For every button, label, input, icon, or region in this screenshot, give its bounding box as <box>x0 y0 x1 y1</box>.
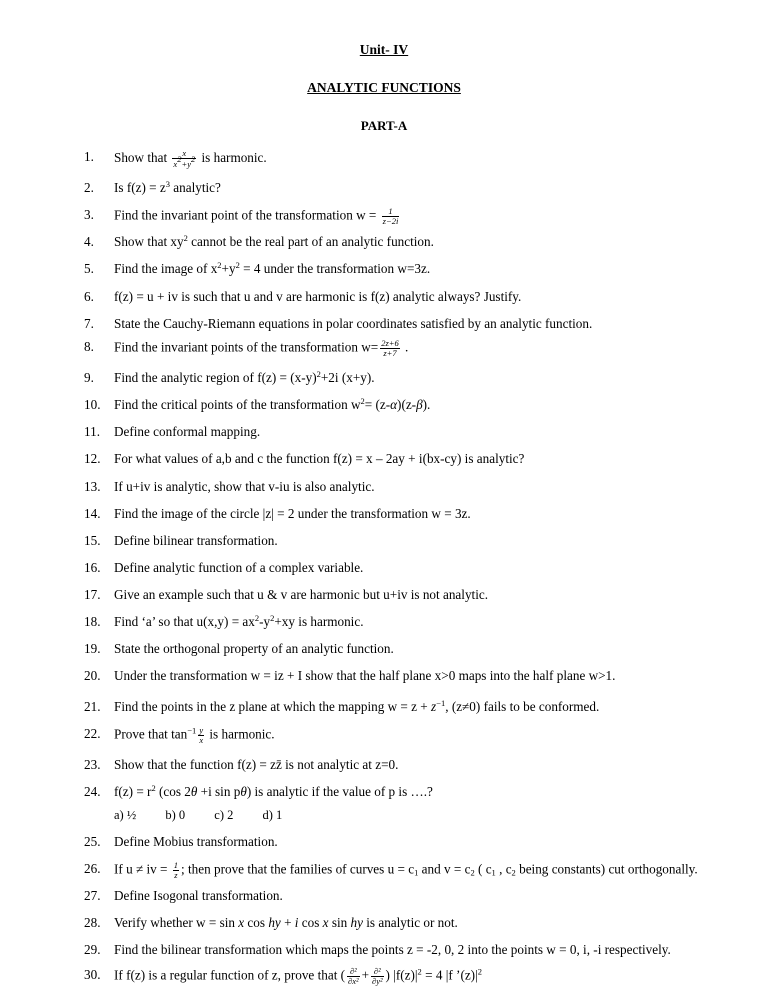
document-page: Unit- IV ANALYTIC FUNCTIONS PART-A 1. Show that $\frac{x}{x^2+y^2}$ is harmonic. 2. Is $f(z) = z^3$ analytic? 3. Find the invariant point of the transformation w = $\frac{1}{z-2i}$ 4. Show that $xy^2$ cannot be the real part of an analytic function. 5. Find the image of $x^2+y^2 = 4$ under the transformation w=3z. 6. f(z) = u + iv is such that u and v are harmonic is f(z) analytic always? Justify. 7. State the Cauchy-Riemann equations in polar coordinates satisfied by an analytic function. 8. Find the invariant points of the transformation w= $\frac{2z+6}{z+7}$ . 9. Find the analytic region of $f(z) = (x-y)^2+2i$ (x+y). 10. Find the critical points of the transformation $w^2= (z-\alpha)(z-\beta)$. 11. Define conformal mapping. 12. For what values of a,b and c the function f(z) = x – 2ay + i(bx-cy) is analytic? 13. If u+iv is analytic, show that v-iu is also analytic. 14. Find the image of the circle |z| = 2 under the transformation w = 3z. 15. Define bilinear transformation. 16. Define analytic function of a complex variable. 17. Give an example such that u & v are harmonic but u+iv is not analytic. 18. Find ‘a’ so that $u(x,y) = ax^2-y^2+xy$ is harmonic. 19. State the orthogonal property of an analytic function. 20. Under the transformation w = iz + I show that the half plane x>0 maps into the half plane w>1. 21. Find the points in the z plane at which the mapping $w = z + z^{-1}$, (z≠0) fails to be conformed. 22. Prove that $\tan^{-1}$ $\frac{y}{x}$ is harmonic. 23. Show that the function f(z) = zz̄ is not analytic at z=0. 24. $f(z) = r^2$ (cos 2θ +i sin pθ) is analytic if the value of p is ….? a) ½ b) 0 c) 2 d) 1 25. Define Mobius transformation. 26. If u ≠ iv = $\frac{1}{z}$ ; then prove that the families of curves $u = c_1$ and $v = c_2$ ( $c_1$ , $c_2$ being constants) cut orthogonally. 27. Define Isogonal transformation. 28. Verify whether w = sin x cos hy + i cos x sin hy is analytic or not. 29. Find the bilinear transformation which maps the points z = -2, 0, 2 into the points w = 0, i, -i respectively. 30. If f(z) is a regular function of z, prove that ( $\frac{\text{∂²}}{\text{∂x²}}$ + $\frac{\text{∂²}}{\text{∂y²}}$ ) $|f(z)|^2 = 4$ |f $’(z)|^2$ <box>0 0 768 994</box>
question-24-options <box>114 808 308 823</box>
option-c: c) 2 <box>214 808 234 822</box>
option-a: a) ½ <box>114 808 137 822</box>
fraction-x-over-x2y2: $\frac{x}{x^2+y^2}$ <box>173 148 196 169</box>
chapter-title: ANALYTIC FUNCTIONS <box>307 80 461 95</box>
unit-heading: Unit- IV <box>359 42 409 57</box>
option-b: b) 0 <box>165 808 186 822</box>
part-heading: PART-A <box>360 118 408 133</box>
option-d: d) 1 <box>262 808 283 822</box>
